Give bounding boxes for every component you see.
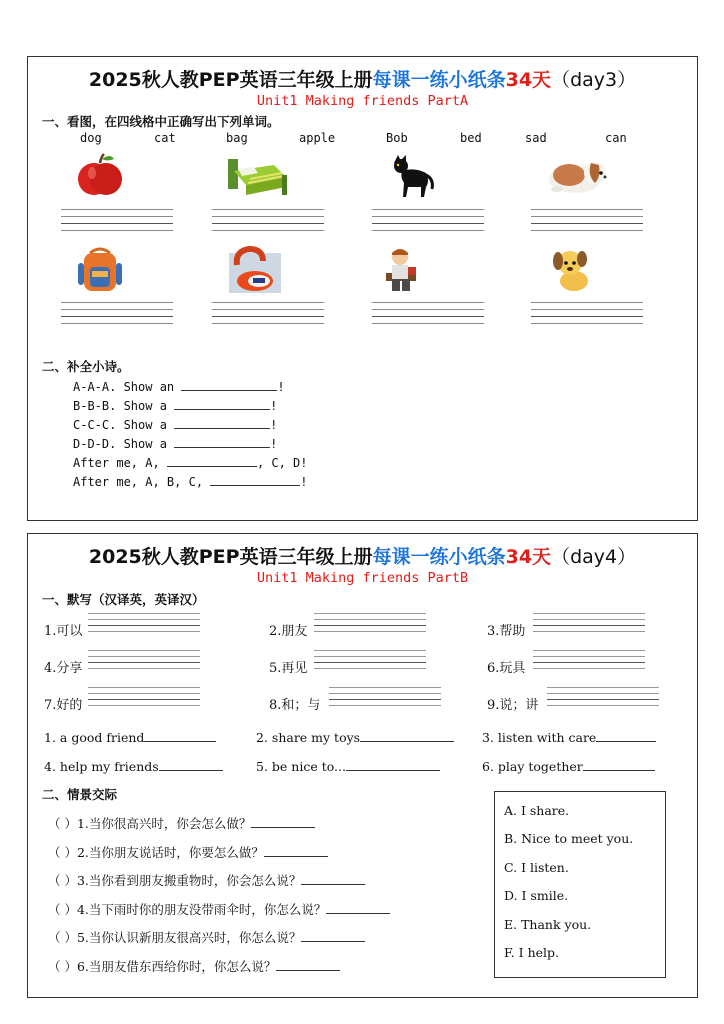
- poem-line: D-D-D. Show a !: [73, 437, 278, 451]
- cat-icon: [384, 149, 436, 201]
- bag-icon: [74, 243, 126, 295]
- word-item: bag: [226, 131, 248, 145]
- puppy-icon: [546, 243, 598, 295]
- dictation-label: 5.再见: [269, 661, 308, 676]
- writing-lines[interactable]: [533, 613, 645, 637]
- dictation-label: 6.玩具: [487, 661, 526, 676]
- writing-lines[interactable]: [212, 209, 324, 231]
- writing-lines[interactable]: [372, 209, 484, 231]
- writing-lines[interactable]: [329, 687, 441, 711]
- answer-blank[interactable]: [174, 397, 270, 410]
- worksheet-day3: [27, 56, 698, 521]
- question-item: （ ）4.当下雨时你的朋友没带雨伞时，你怎么说？: [48, 900, 390, 918]
- word-item: sad: [525, 131, 547, 145]
- answer-blank[interactable]: [144, 729, 216, 742]
- boy-icon: [380, 243, 432, 295]
- poem-line: C-C-C. Show a !: [73, 418, 278, 432]
- writing-lines[interactable]: [88, 613, 200, 637]
- worksheet-subtitle: Unit1 Making friends PartA: [256, 93, 469, 109]
- answer-blank[interactable]: [174, 416, 270, 429]
- phrase-item: 2. share my toys: [256, 729, 454, 745]
- phrase-item: 6. play together: [482, 758, 655, 774]
- answer-blank[interactable]: [159, 758, 223, 771]
- writing-lines[interactable]: [314, 613, 426, 637]
- answer-blank[interactable]: [360, 729, 454, 742]
- option-item: F. I help.: [504, 945, 560, 960]
- writing-lines[interactable]: [212, 302, 324, 324]
- question-item: （ ）3.当你看到朋友搬重物时，你会怎么说？: [48, 871, 365, 889]
- answer-blank[interactable]: [276, 958, 340, 971]
- answer-blank[interactable]: [264, 844, 328, 857]
- section-1-title: 一、看图，在四线格中正确写出下列单词。: [42, 114, 280, 129]
- section-2-title: 二、情景交际: [42, 787, 118, 802]
- option-item: B. Nice to meet you.: [504, 831, 634, 846]
- phrase-item: 3. listen with care: [482, 729, 656, 745]
- answer-blank[interactable]: [301, 872, 365, 885]
- writing-lines[interactable]: [61, 302, 173, 324]
- dictation-label: 9.说；讲: [487, 698, 539, 713]
- writing-lines[interactable]: [531, 302, 643, 324]
- phrase-item: 1. a good friend: [44, 729, 216, 745]
- answer-blank[interactable]: [174, 435, 270, 448]
- question-item: （ ）6.当朋友借东西给你时，你怎么说？: [48, 957, 340, 975]
- answer-blank[interactable]: [301, 929, 365, 942]
- section-1-title: 一、默写（汉译英，英译汉）: [42, 592, 205, 607]
- option-item: D. I smile.: [504, 888, 569, 903]
- writing-lines[interactable]: [88, 687, 200, 711]
- word-item: bed: [460, 131, 482, 145]
- apple-icon: [74, 149, 126, 201]
- section-2-title: 二、补全小诗。: [42, 359, 130, 374]
- word-item: Bob: [386, 131, 408, 145]
- worksheet-subtitle: Unit1 Making friends PartB: [256, 570, 469, 586]
- answer-blank[interactable]: [596, 729, 656, 742]
- answer-blank[interactable]: [346, 758, 440, 771]
- options-box: [494, 791, 666, 978]
- writing-lines[interactable]: [61, 209, 173, 231]
- poem-line: After me, A, B, C, !: [73, 475, 308, 489]
- answer-blank[interactable]: [251, 815, 315, 828]
- writing-lines[interactable]: [531, 209, 643, 231]
- word-item: cat: [154, 131, 176, 145]
- question-item: （ ）2.当你朋友说话时，你要怎么做？: [48, 843, 328, 861]
- answer-blank[interactable]: [167, 454, 257, 467]
- writing-lines[interactable]: [372, 302, 484, 324]
- answer-blank[interactable]: [210, 473, 300, 486]
- dictation-label: 1.可以: [44, 624, 83, 639]
- writing-lines[interactable]: [314, 650, 426, 674]
- worksheet-title: 2025秋人教PEP英语三年级上册每课一练小纸条34天（day4）: [88, 546, 637, 568]
- writing-lines[interactable]: [547, 687, 659, 711]
- poem-line: B-B-B. Show a !: [73, 399, 278, 413]
- question-item: （ ）1.当你很高兴时，你会怎么做？: [48, 814, 315, 832]
- poem-line: After me, A, , C, D!: [73, 456, 308, 470]
- dog-icon: [543, 149, 613, 201]
- poem-line: A-A-A. Show an !: [73, 380, 285, 394]
- writing-lines[interactable]: [533, 650, 645, 674]
- can-icon: [229, 243, 281, 295]
- answer-blank[interactable]: [583, 758, 655, 771]
- dictation-label: 8.和；与: [269, 698, 321, 713]
- question-item: （ ）5.当你认识新朋友很高兴时，你怎么说？: [48, 928, 365, 946]
- worksheet-day4: [27, 533, 698, 998]
- option-item: A. I share.: [504, 803, 570, 818]
- dictation-label: 7.好的: [44, 698, 83, 713]
- answer-blank[interactable]: [181, 378, 277, 391]
- answer-blank[interactable]: [326, 901, 390, 914]
- phrase-item: 5. be nice to...: [256, 758, 440, 774]
- word-item: dog: [80, 131, 102, 145]
- option-item: C. I listen.: [504, 860, 569, 875]
- word-item: apple: [299, 131, 336, 145]
- dictation-label: 3.帮助: [487, 624, 526, 639]
- option-item: E. Thank you.: [504, 917, 592, 932]
- worksheet-title: 2025秋人教PEP英语三年级上册每课一练小纸条34天（day3）: [88, 69, 637, 91]
- dictation-label: 4.分享: [44, 661, 83, 676]
- phrase-item: 4. help my friends: [44, 758, 223, 774]
- dictation-label: 2.朋友: [269, 624, 308, 639]
- writing-lines[interactable]: [88, 650, 200, 674]
- bed-icon: [224, 149, 290, 201]
- word-item: can: [605, 131, 627, 145]
